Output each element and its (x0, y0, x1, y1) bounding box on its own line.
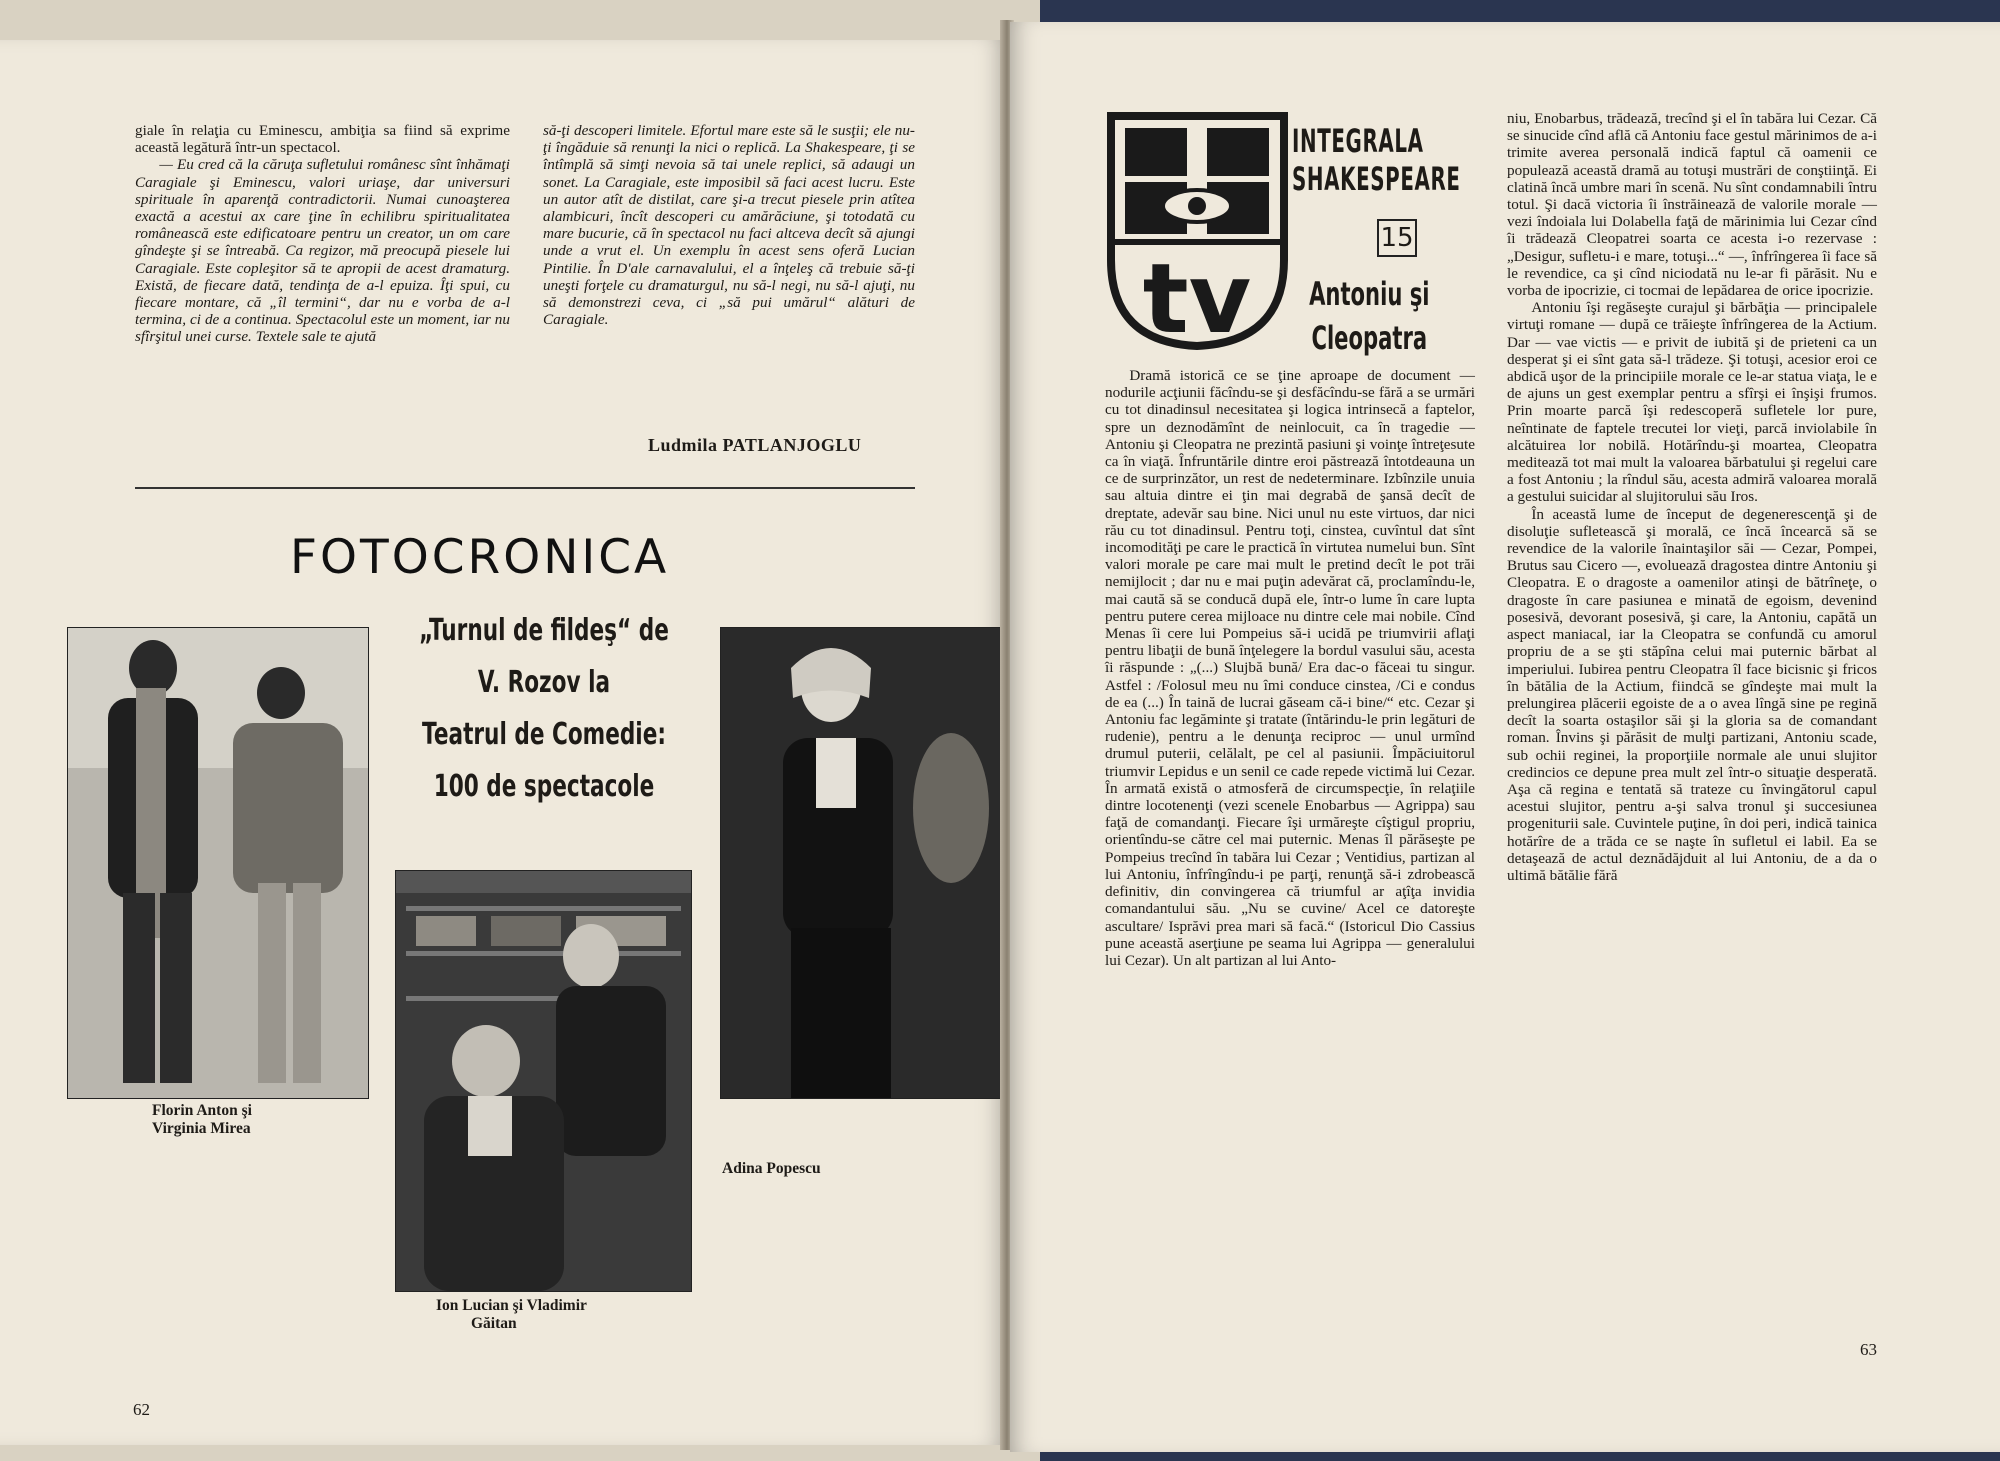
caption-line: Ion Lucian şi Vladimir (436, 1297, 587, 1314)
tv-logo-letters: tv (1142, 243, 1252, 350)
paragraph: În această lume de început de degenerescenţă şi de disoluţie sufletească şi morală, ce încă încearcă să se revendice de la valorile înaintaşilor săi — Cezar, Pompei, Brutus sau Cicero —, evoluează dragostea dintre Antoniu şi Cleopatra. E o dragoste a oamenilor atinşi de bătrîneţe, o dragoste în care pasiunea e minată de egoism, devenind posesivă, devorant posesivă, şi care, la Antoniu, capătă un aspect maniacal, iar la Cleopatra se confundă cu amorul propriu de a se şti stăpîna celui mai puternic bărbat al imperiului. Iubirea pentru Cleopatra îl face bicisnic şi fricos în bătălia de la Actium, fiindcă se gîndeşte mai mult la prelungirea plăcerii egoiste de a o avea lîngă sine pe regină decît la soarta ostaşilor săi şi la gloria sa de comandant roman. Învins şi părăsit de mulţi partizani, Antoniu scade, sub ochii reginei, la proporţiile normale ale unui slujitor credincios ce depune prea mult zel într-o situaţie desperată. Aşa că regina e tentată să trateze cu învingătorul capul acestui slujitor, pentru a-şi salva tronul şi succesiunea progeniturii sale. Cuvintele puţine, în doi peri, indică tainica hotărîre de a trăda ce se naşte în sufletul ei labil. Ea se detaşează de actul deznădăjduit al lui Antoniu, de a da o ultimă bătălie fără (1507, 505, 1877, 884)
headline-line: V. Rozov la (477, 665, 611, 700)
headline-line: Teatrul de Comedie: (421, 717, 667, 752)
fotocronica-title: FOTOCRONICA (290, 530, 670, 585)
left-text-column-2 (543, 122, 915, 328)
series-title-line: INTEGRALA (1292, 122, 1424, 160)
tv-logo-icon (1105, 110, 1290, 350)
paragraph: Antoniu îşi regăseşte curajul şi bărbăţia — principalele virtuţi romane — după ce trăieşte înfrîngerea de la Actium. Dar — vae victis — e privit de iubită şi de prieteni ca un desperat şi ei sînt gata să-l trădeze. Şi totuşi, acesior eroi ce abdică uşor de la principiile morale ce le-ar statua viaţa, le e de ajuns un gest exemplar pentru a sfîrşi ei înşişi frumos. Prin moarte parcă îşi redescoperă sufletele lor pure, neîntinate de faptele trecutei lor vieţi, parcă inviolabile în alcătuirea lor nobilă. Hotărîndu-şi moartea, Cleopatra meditează tot mai mult la valoarea bărbatului şi regelui care a fost Antoniu ; la rîndul său, acesta admiră valoarea morală a gestului suicidar al slujitorului său Iros. (1507, 299, 1877, 506)
photo-caption-3: Adina Popescu (722, 1160, 821, 1177)
photo-caption-1 (152, 1102, 252, 1138)
series-title-line: SHAKESPEARE (1292, 160, 1461, 198)
caption-line: Găitan (471, 1315, 517, 1332)
caption-line: Virginia Mirea (152, 1120, 251, 1137)
paragraph: niu, Enobarbus, trădează, trecînd şi el în tabăra lui Cezar. Că se sinucide cînd află că Antoniu face gestul mărinimos de a-i trimite averea personală indică faptul că oamenii ce populează această dramă au totuşi mustrări de conştiinţă. Ei clatină încă umbre mari în scenă. Nu sînt condamnabili întru totul. Şi dacă victoria îi înstrăinează de valorile morale — vezi îndoiala lui Dolabella faţă de mărinimia lui Cezar cînd îi trădează Cleopatrei soarta ce acesta i-o rezervase : „Desigur, sufletu-i e mare, totuşi...“ —, înfrîngerea îi face să le revendice, ca şi cînd niciodată nu le-ar fi părăsit. Nu e vorba de ipocrizie, ci tocmai de lepădarea de orice ipocrizie. (1507, 110, 1877, 300)
paragraph: — Eu cred că la căruţa sufletului românesc sînt înhămaţi Caragiale şi Eminescu, valori uriaşe, dar universuri spirituale în aparenţă contradictorii. Numai cunoaşterea exactă a acestui ax care ţine în echilibru spiritualitatea românească este edificatoare pentru un creator, un om care gîndeşte şi se întreabă. Ca regizor, mă preocupă piesele lui Caragiale. Este copleşitor să te apropii de acest dramaturg. Există, de fiecare dată, tendinţa de a-l epuiza. Îţi spui, cu fiecare montare, că „îl termini“, dar nu e vorba de a-l termina, ci de a continua. Spectacolul este un moment, iar nu sfîrşitul unei curse. Textele sale te ajută (135, 156, 510, 346)
play-title (1300, 272, 1439, 360)
play-title-line: Cleopatra (1311, 319, 1428, 357)
paragraph: să-ţi descoperi limitele. Efortul mare este să le susţii; ele nu-ţi îngăduie să renunţi la nici o replică. La Shakespeare, ţi se întîmplă să simţi nevoia să tai unele replici, să adaugi un sonet. La Caragiale, este imposibil să faci acest lucru. Este un autor atît de distilat, care şi-a trecut piesele prin atîtea alambicuri, încît descoperi cu amărăciune, şi totodată cu mare bucurie, că în spectacol nu faci altceva decît să ajungi unde a vrut el. Un exemplu în acest sens oferă Lucian Pintilie. În D'ale carnavalului, el a înţeleş că trebuie să-ţi uneşti forţele cu dramaturgul, nu să-l negi, nu să-l ajuţi, nu să demonstrezi ceva, ci „să pui umărul“ alături de Caragiale. (543, 122, 915, 329)
section-divider (135, 487, 915, 489)
caption-line: Florin Anton şi (152, 1102, 252, 1119)
paragraph: giale în relaţia cu Eminescu, ambiţia sa fiind să exprime această legătură într-un spectacol. (135, 122, 510, 157)
photo-image (721, 628, 1001, 1098)
photo-adina-popescu (720, 627, 1002, 1099)
photo-caption-2 (436, 1297, 587, 1333)
play-title-line: Antoniu şi (1309, 275, 1430, 313)
left-text-column-1 (135, 122, 510, 346)
photo-florin-anton-virginia-mirea (67, 627, 369, 1099)
page-number-right: 63 (1860, 1340, 1877, 1359)
paragraph: Dramă istorică ce se ţine aproape de document — nodurile acţiunii făcîndu-se şi desfăcîndu-se fără a se urmări cu tot dinadinsul necesitatea şi logica intrinsecă a faptelor, spre un deznodămînt de neinlocuit, ca în tragedie — Antoniu şi Cleopatra ne prezintă pasiuni şi voinţe întreţesute ca în viaţă. Înfruntările dintre eroi păstrează întotdeauna un ce de surprinzător, un rest de nedeterminare. Izbînzile unuia sau altuia dintre ei ţin mai degrabă de şansă decît de dreptate, adevăr sau bine. Nici unul nu este virtuos, dar nici rău cu tot dinadinsul. Pentru toţi, cinstea, cuvîntul dat sînt incomodităţi pe care le practică în virtutea numelui bun. Sînt valori morale pe care mai mult le pretind decît le pot trăi nemijlocit ; dar nu e mai puţin adevărat că, proclamîndu-le, mai caută să se conducă după ele, într-o lume în care lupta pentru putere cerea mijloace nu dintre cele mai nobile. Cînd Menas îi cere lui Pompeius să-i ucidă pe triumvirii aflaţi pentru libaţii de bună înţelegere la bordul vasului său, acesta îi răspunde : „(...) Slujbă bună/ Era dac-o făceai tu singur. Astfel : /Folosul meu nu îmi conduce cinstea, /Ci e condus de ea (...) În taină de lucrai găseam că-i bine/“ etc. Cezar şi Antoniu fac legăminte şi tratate (întărindu-le prin legături de rudenie), pentru a le denunţa reciproc — unul urmînd drumul puterii, celălalt, pe cel al pasiunii. Împăciuitorul triumvir Lepidus e un senil ce cade repede victimă lui Cezar. În armată există o atmosferă de circumspecţie, în relaţiile dintre locotenenţi (vezi scenele Enobarbus — Agrippa) sau faţă de comandanţi. Fiecare îşi urmăreşte cîştigul propriu, orientîndu-se către cel mai puternic. Menas îl părăseşte pe Pompeius trecînd în tabăra lui Cezar ; Ventidius, partizan al lui Antoniu, înfrîngîndu-i pe parţi, renunţă să-i zdrobească definitiv, din convingerea că triumful ar aţîţa invidia comandantului său. „Nu se cuvine/ Acel ce datoreşte ascultare/ Isprăvi prea mari să facă.“ (Istoricul Dio Cassius pune această aserţiune pe seama lui Agrippa — generalului lui Cezar). Un alt partizan al lui Anto- (1105, 367, 1475, 969)
left-page (0, 40, 1005, 1445)
series-title (1292, 122, 1461, 198)
photo-image (68, 628, 368, 1098)
author-signature: Ludmila PATLANJOGLU (648, 435, 862, 455)
right-page (1010, 22, 2000, 1452)
right-text-column-1 (1105, 367, 1475, 969)
headline-line: „Turnul de fildeş“ de (419, 613, 669, 648)
page-number-left: 62 (133, 1400, 150, 1419)
photo-ion-lucian-vladimir-gaitan (395, 870, 692, 1292)
right-text-column-2 (1507, 110, 1877, 884)
headline-line: 100 de spectacole (433, 769, 655, 804)
tv-series-logo (1105, 110, 1290, 350)
photo-image (396, 871, 691, 1291)
episode-number-box: 15 (1377, 219, 1417, 257)
news-headline (400, 605, 688, 813)
